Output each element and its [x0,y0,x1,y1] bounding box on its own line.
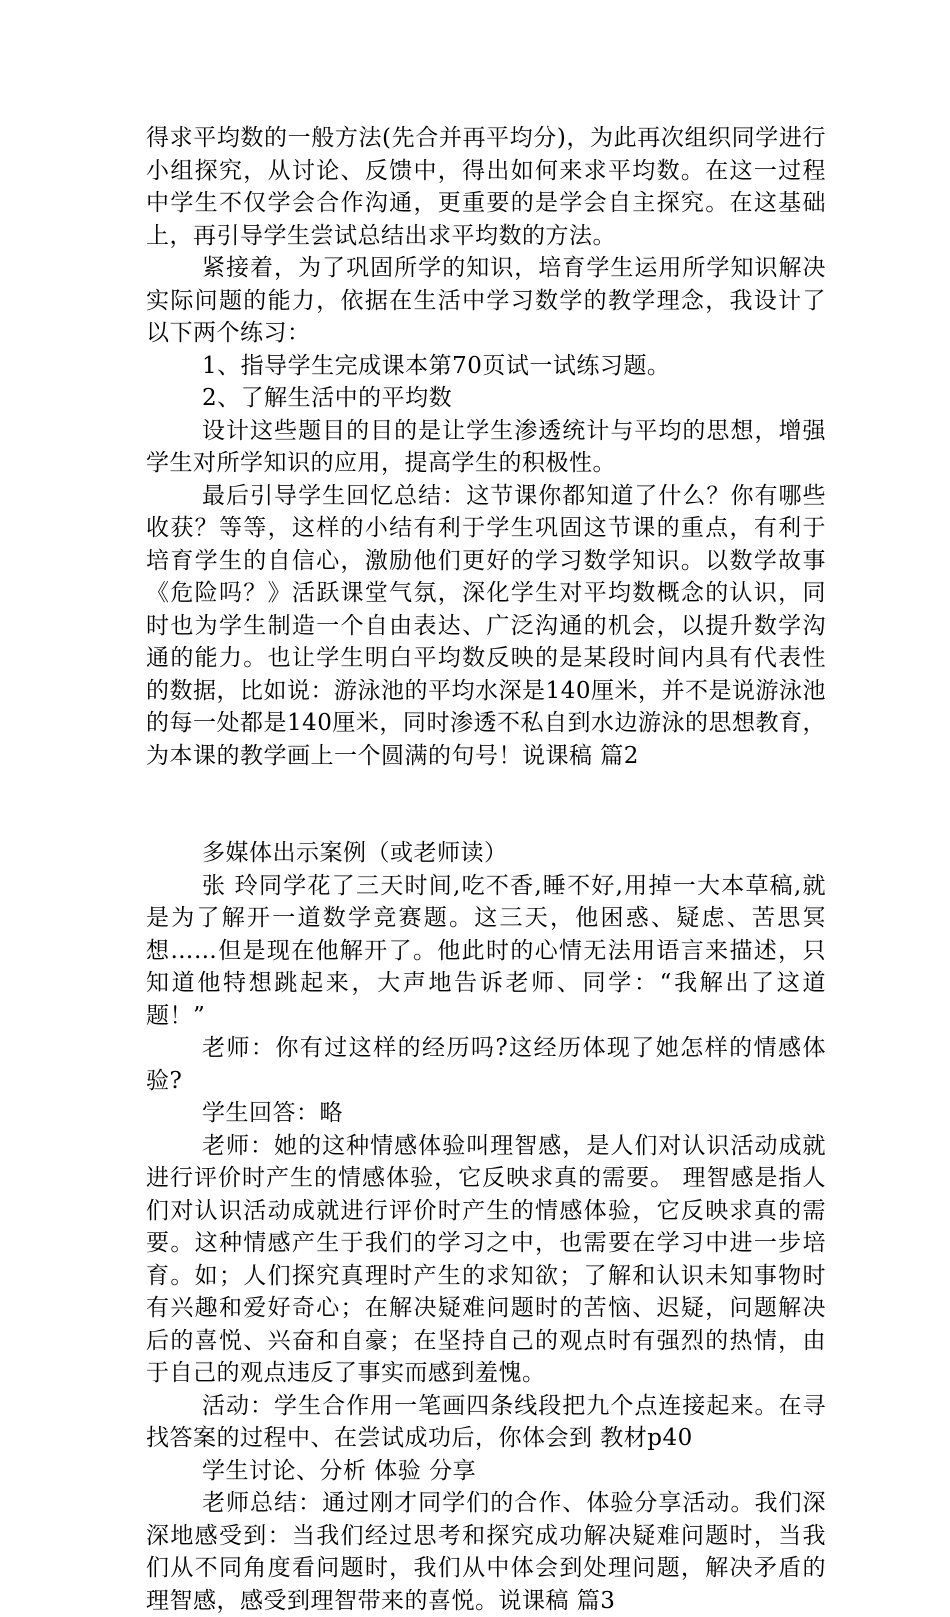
paragraph: 多媒体出示案例（或老师读） [202,840,508,866]
paragraph: 得求平均数的一般方法(先合并再平均分)，为此再次组织同学进行小组探究，从讨论、反馈中，得出如何来求平均数。在这一过程中学生不仅学会合作沟通，更重要的是学会自主探究。在这基础上，再引导学生尝试总结出求平均数的方法。 [146,125,826,249]
paragraph: 最后引导学生回忆总结：这节课你都知道了什么？你有哪些收获？等等，这样的小结有利于学生巩固这节课的重点，有利于培育学生的自信心，激励他们更好的学习数学知识。以数学故事《危险吗？》活跃课堂气氛，深化学生对平均数概念的认识，同时也为学生制造一个自由表达、广泛沟通的机会，以提升数学沟通的能力。也让学生明白平均数反映的是某段时间内具有代表性的数据，比如说：游泳池的平均水深是140厘米，并不是说游泳池的每一处都是140厘米，同时渗透不私自到水边游泳的思想教育，为本课的教学画上一个圆满的句号！说课稿 篇2 [146,482,826,769]
paragraph: 1、指导学生完成课本第70页试一试练习题。 [202,352,671,379]
paragraph: 学生讨论、分析 体验 分享 [202,1457,477,1484]
paragraph: 张 玲同学花了三天时间,吃不香,睡不好,用掉一大本草稿,就是为了解开一道数学竞赛题。这三天，他困惑、疑虑、苦思冥想……但是现在他解开了。他此时的心情无法用语言来描述，只知道他特想跳起来，大声地告诉老师、同学：“我解出了这道题！” [146,872,826,1029]
paragraph: 设计这些题目的目的是让学生渗透统计与平均的思想，增强学生对所学知识的应用，提高学生的积极性。 [146,417,826,476]
section-gap [146,772,826,837]
paragraph: 紧接着，为了巩固所学的知识，培育学生运用所学知识解决实际问题的能力，依据在生活中学习数学的教学理念，我设计了以下两个练习： [146,255,826,346]
paragraph: 学生回答：略 [202,1100,343,1126]
paragraph: 老师：她的这种情感体验叫理智感，是人们对认识活动成就进行评价时产生的情感体验，它反映求真的需要。 理智感是指人们对认识活动成就进行评价时产生的情感体验，它反映求真的需要。这种情感产生于我们的学习之中，也需要在学习中进一步培育。如；人们探究真理时产生的求知欲；了解和认识未知事物时有兴趣和爱好奇心；在解决疑难问题时的苦恼、迟疑，问题解决后的喜悦、兴奋和自豪；在坚持自己的观点时有强烈的热情，由于自己的观点违反了事实而感到羞愧。 [146,1132,826,1386]
paragraph: 老师总结：通过刚才同学们的合作、体验分享活动。我们深深地感受到：当我们经过思考和探究成功解决疑难问题时，当我们从不同角度看问题时，我们从中体会到处理问题，解决矛盾的理智感，感受到理智带来的喜悦。说课稿 篇3 [146,1490,826,1614]
paragraph: 2、了解生活中的平均数 [202,385,453,411]
paragraph: 老师：你有过这样的经历吗?这经历体现了她怎样的情感体验? [146,1035,826,1094]
document-body [146,122,826,1617]
paragraph: 活动：学生合作用一笔画四条线段把九个点连接起来。在寻找答案的过程中、在尝试成功后，你体会到 教材p40 [146,1392,826,1451]
